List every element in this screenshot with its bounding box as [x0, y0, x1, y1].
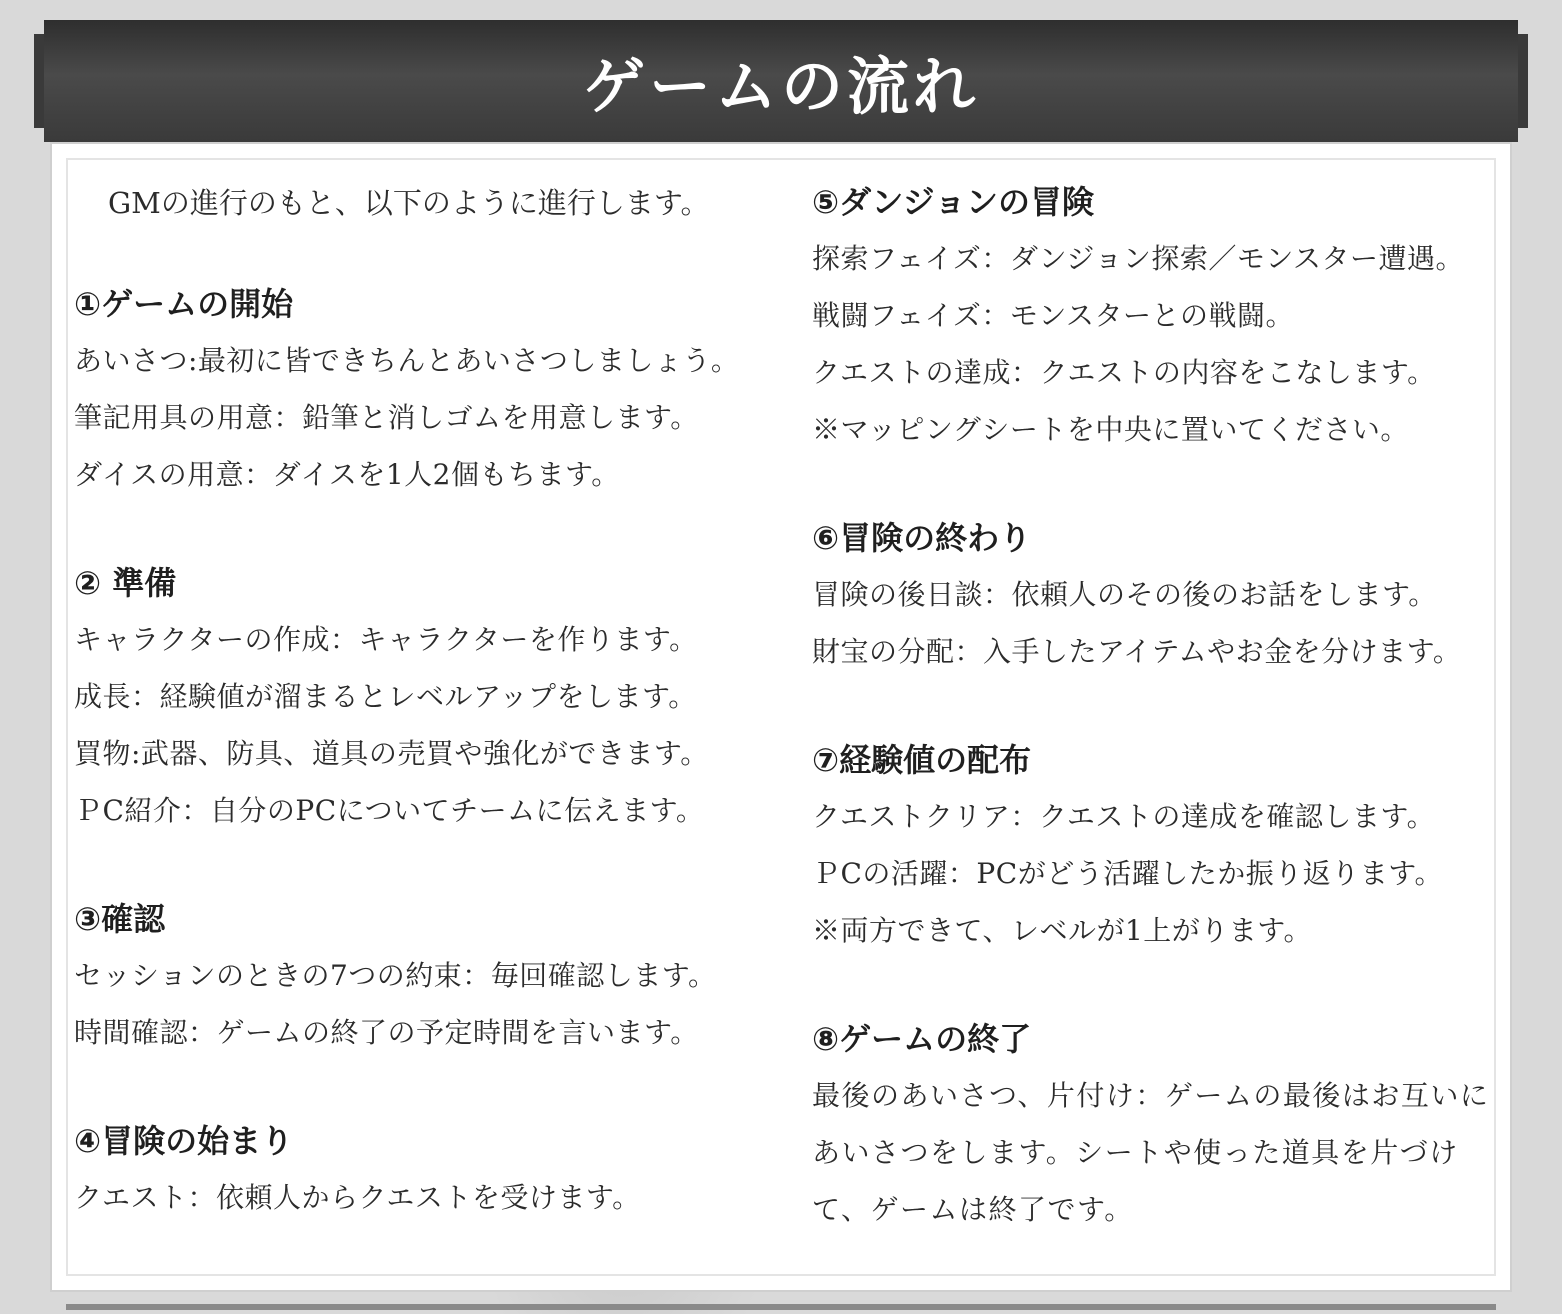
section-line: ※両方できて、レベルが1上がります。 [812, 914, 1313, 947]
section-paragraph: 最後のあいさつ、片付け：ゲームの最後はお互いにあいさつをします。シートや使った道具を片づけて、ゲームは終了です。 [812, 1079, 1490, 1226]
section-heading: ② 準備 [74, 564, 177, 602]
section-line: クエストの達成：クエストの内容をこなします。 [812, 356, 1436, 389]
section-line: ＰC紹介：自分のPCについてチームに伝えます。 [74, 794, 705, 827]
section-line: ＰCの活躍：PCがどう活躍したか振り返ります。 [812, 857, 1443, 890]
section-confirmation [74, 891, 774, 1061]
section-line: ダイスの用意：ダイスを1人2個もちます。 [74, 458, 620, 491]
page-title: ゲームの流れ [582, 49, 979, 123]
section-adventure-end [812, 510, 1502, 680]
section-dungeon-adventure [812, 174, 1502, 458]
section-line: クエスト：依頼人からクエストを受けます。 [74, 1181, 641, 1214]
section-heading: ⑥冒険の終わり [812, 519, 1032, 557]
section-heading: ③確認 [74, 900, 166, 938]
section-line: 筆記用具の用意：鉛筆と消しゴムを用意します。 [74, 401, 699, 434]
section-line: 財宝の分配：入手したアイテムやお金を分けます。 [812, 635, 1462, 668]
section-heading: ⑤ダンジョンの冒険 [812, 183, 1094, 221]
right-column [812, 174, 1502, 1290]
section-adventure-start [74, 1113, 774, 1226]
intro-text: GMの進行のもと、以下のように進行します。 [108, 186, 710, 220]
section-line: セッションのときの7つの約束：毎回確認します。 [74, 959, 717, 992]
section-game-start [74, 276, 774, 503]
section-line: あいさつ:最初に皆できちんとあいさつしましょう。 [74, 344, 740, 377]
section-line: 冒険の後日談：依頼人のその後のお話をします。 [812, 578, 1437, 611]
section-line: 探索フェイズ：ダンジョン探索／モンスター遭遇。 [812, 242, 1465, 275]
section-game-end [812, 1011, 1502, 1238]
left-column [74, 174, 774, 1278]
content-panel [50, 142, 1512, 1292]
section-line: クエストクリア：クエストの達成を確認します。 [812, 800, 1436, 833]
section-line: 戦闘フェイズ：モンスターとの戦闘。 [812, 299, 1294, 332]
section-heading: ④冒険の始まり [74, 1122, 294, 1160]
section-line: キャラクターの作成：キャラクターを作ります。 [74, 623, 698, 656]
section-heading: ①ゲームの開始 [74, 285, 294, 323]
section-heading: ⑦経験値の配布 [812, 741, 1032, 779]
section-experience [812, 732, 1502, 959]
section-preparation [74, 555, 774, 839]
section-line: 時間確認：ゲームの終了の予定時間を言います。 [74, 1016, 699, 1049]
section-heading: ⑧ゲームの終了 [812, 1020, 1032, 1058]
section-line: 買物:武器、防具、道具の売買や強化ができます。 [74, 737, 709, 770]
section-line: ※マッピングシートを中央に置いてください。 [812, 413, 1409, 446]
section-line: 成長：経験値が溜まるとレベルアップをします。 [74, 680, 697, 713]
title-banner [44, 20, 1518, 142]
bottom-divider [66, 1304, 1496, 1310]
